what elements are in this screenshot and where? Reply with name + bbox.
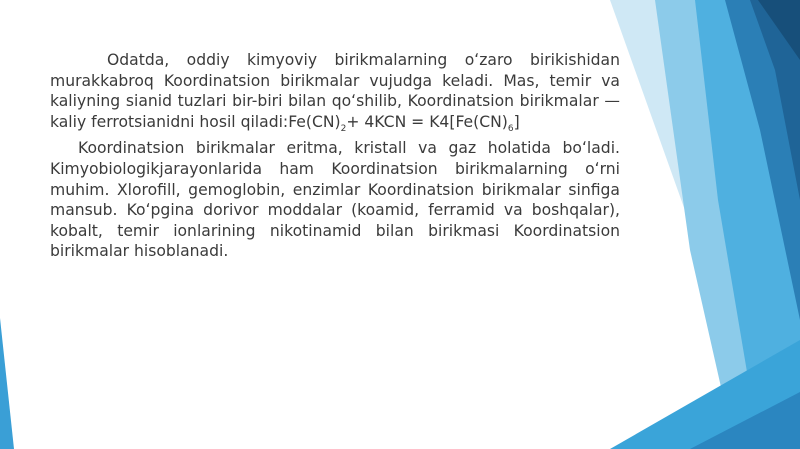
paragraph-2: Koordinatsion birikmalar eritma, kristall va gaz holatida boʻladi. Kimyobiologikjarayonlarida ham Koordinatsion birikmalarning oʻrni muhim. Xlorofill, gemoglobin, enzimlar Koordinatsion birikmalar sinfiga mansub. Koʻpgina dorivor moddalar (koamid, ferramid va boshqalar), kobalt, temir ionlarining nikotinamid bilan birikmasi Koordinatsion birikmalar hisoblanadi. [50, 139, 620, 261]
text-content [50, 50, 620, 262]
paragraph-1 [50, 50, 620, 132]
left-edge-accent-shape [0, 318, 14, 449]
formula-close-bracket: ] [513, 112, 520, 131]
formula-plus-kcn: + 4KCN = K4[Fe(CN) [346, 112, 508, 131]
formula-subscript-2: 2 [340, 123, 347, 134]
formula-fe-cn: Fe(CN) [288, 112, 341, 131]
paragraph-1-text: Odatda, oddiy kimyoviy birikmalarning oʻzaro birikishidan murakkabroq Koordinatsion birikmalar vujudga keladi. Mas, temir va kaliyning sianid tuzlari bir-biri bilan qoʻshilib, Koordinatsion birikmalar — kaliy ferrotsianidni hosil qiladi: [50, 51, 620, 131]
formula-subscript-6: 6 [507, 123, 514, 134]
